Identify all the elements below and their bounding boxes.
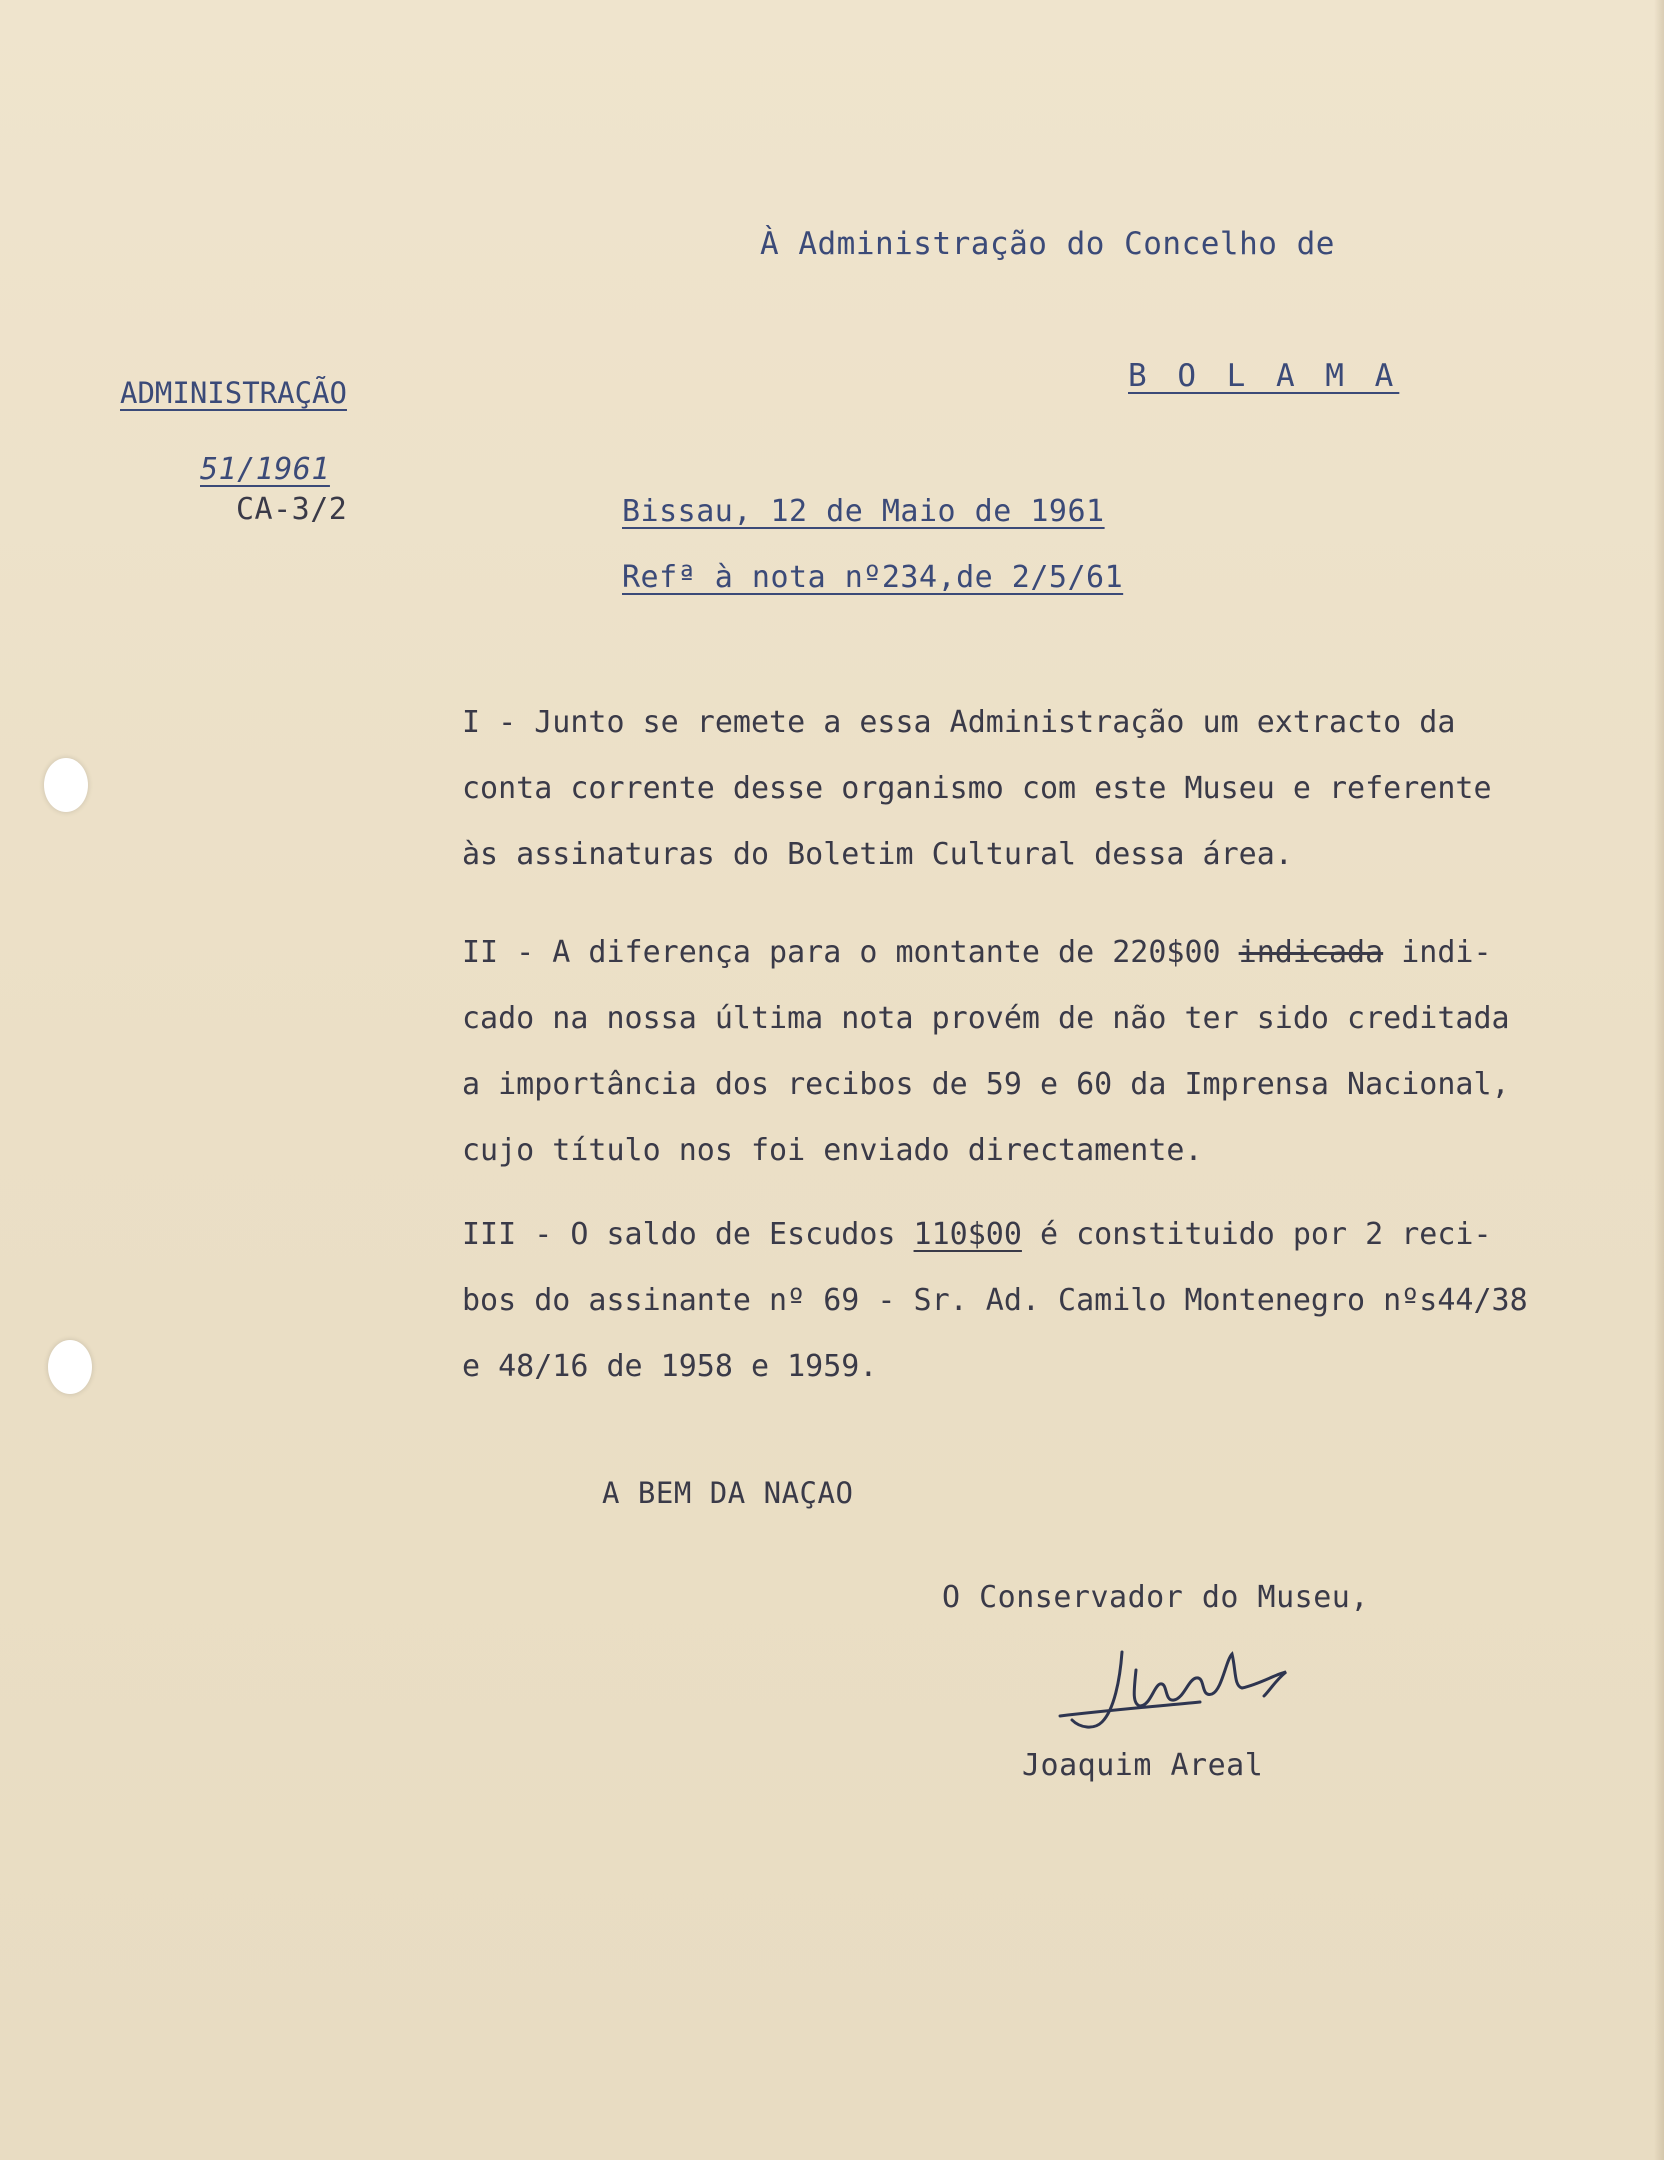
balance-amount: 110$00 [913, 1217, 1022, 1252]
paragraph-1-line-3: às assinaturas do Boletim Cultural dessa área. [462, 837, 1293, 872]
paragraph-2-line-4: cujo título nos foi enviado directamente. [462, 1133, 1203, 1168]
paragraph-1-line-2: conta corrente desse organismo com este Museu e referente [462, 771, 1492, 806]
paragraph-3-line-2: bos do assinante nº 69 - Sr. Ad. Camilo Montenegro nºs44/38 [462, 1283, 1528, 1318]
letter-date: Bissau, 12 de Maio de 1961 [622, 494, 1105, 529]
signatory-name: Joaquim Areal [1022, 1748, 1264, 1783]
paragraph-3-line-1 [462, 1202, 1528, 1268]
letter-reference: Refª à nota nº234,de 2/5/61 [622, 560, 1124, 595]
paragraph-3-line-3: e 48/16 de 1958 e 1959. [462, 1349, 878, 1384]
paragraph-2-line-1-start: II - A diferença para o montante de 220$00 [462, 935, 1239, 970]
paragraph-1 [462, 690, 1492, 888]
recipient-place: B O L A M A [1128, 358, 1400, 394]
signatory-title: O Conservador do Museu, [942, 1580, 1369, 1615]
salutation: A BEM DA NAÇAO [602, 1476, 854, 1510]
paragraph-2 [462, 920, 1510, 1184]
stamp-code: CA-3/2 [236, 492, 348, 527]
paragraph-3 [462, 1202, 1528, 1400]
paragraph-2-line-1-end: indi- [1383, 935, 1492, 970]
paragraph-2-line-2: cado na nossa última nota provém de não ter sido creditada [462, 1001, 1510, 1036]
paragraph-1-line-1: I - Junto se remete a essa Administração um extracto da [462, 705, 1456, 740]
paragraph-3-line-1-start: III - O saldo de Escudos [462, 1217, 914, 1252]
signature-scribble-icon [1050, 1640, 1350, 1750]
handwritten-signature [1050, 1640, 1350, 1754]
paragraph-2-line-1 [462, 920, 1510, 986]
punch-hole-top [44, 758, 88, 812]
paragraph-3-line-1-end: é constituido por 2 reci- [1021, 1217, 1492, 1252]
stamp-number: 51/1961 [200, 452, 330, 487]
struck-word: indicada [1238, 935, 1384, 970]
stamp-office: ADMINISTRAÇÃO [120, 376, 347, 410]
recipient-line: À Administração do Concelho de [760, 226, 1335, 262]
punch-hole-bottom [48, 1340, 92, 1394]
paragraph-2-line-3: a importância dos recibos de 59 e 60 da Imprensa Nacional, [462, 1067, 1510, 1102]
page-edge-shadow [1654, 0, 1664, 2160]
